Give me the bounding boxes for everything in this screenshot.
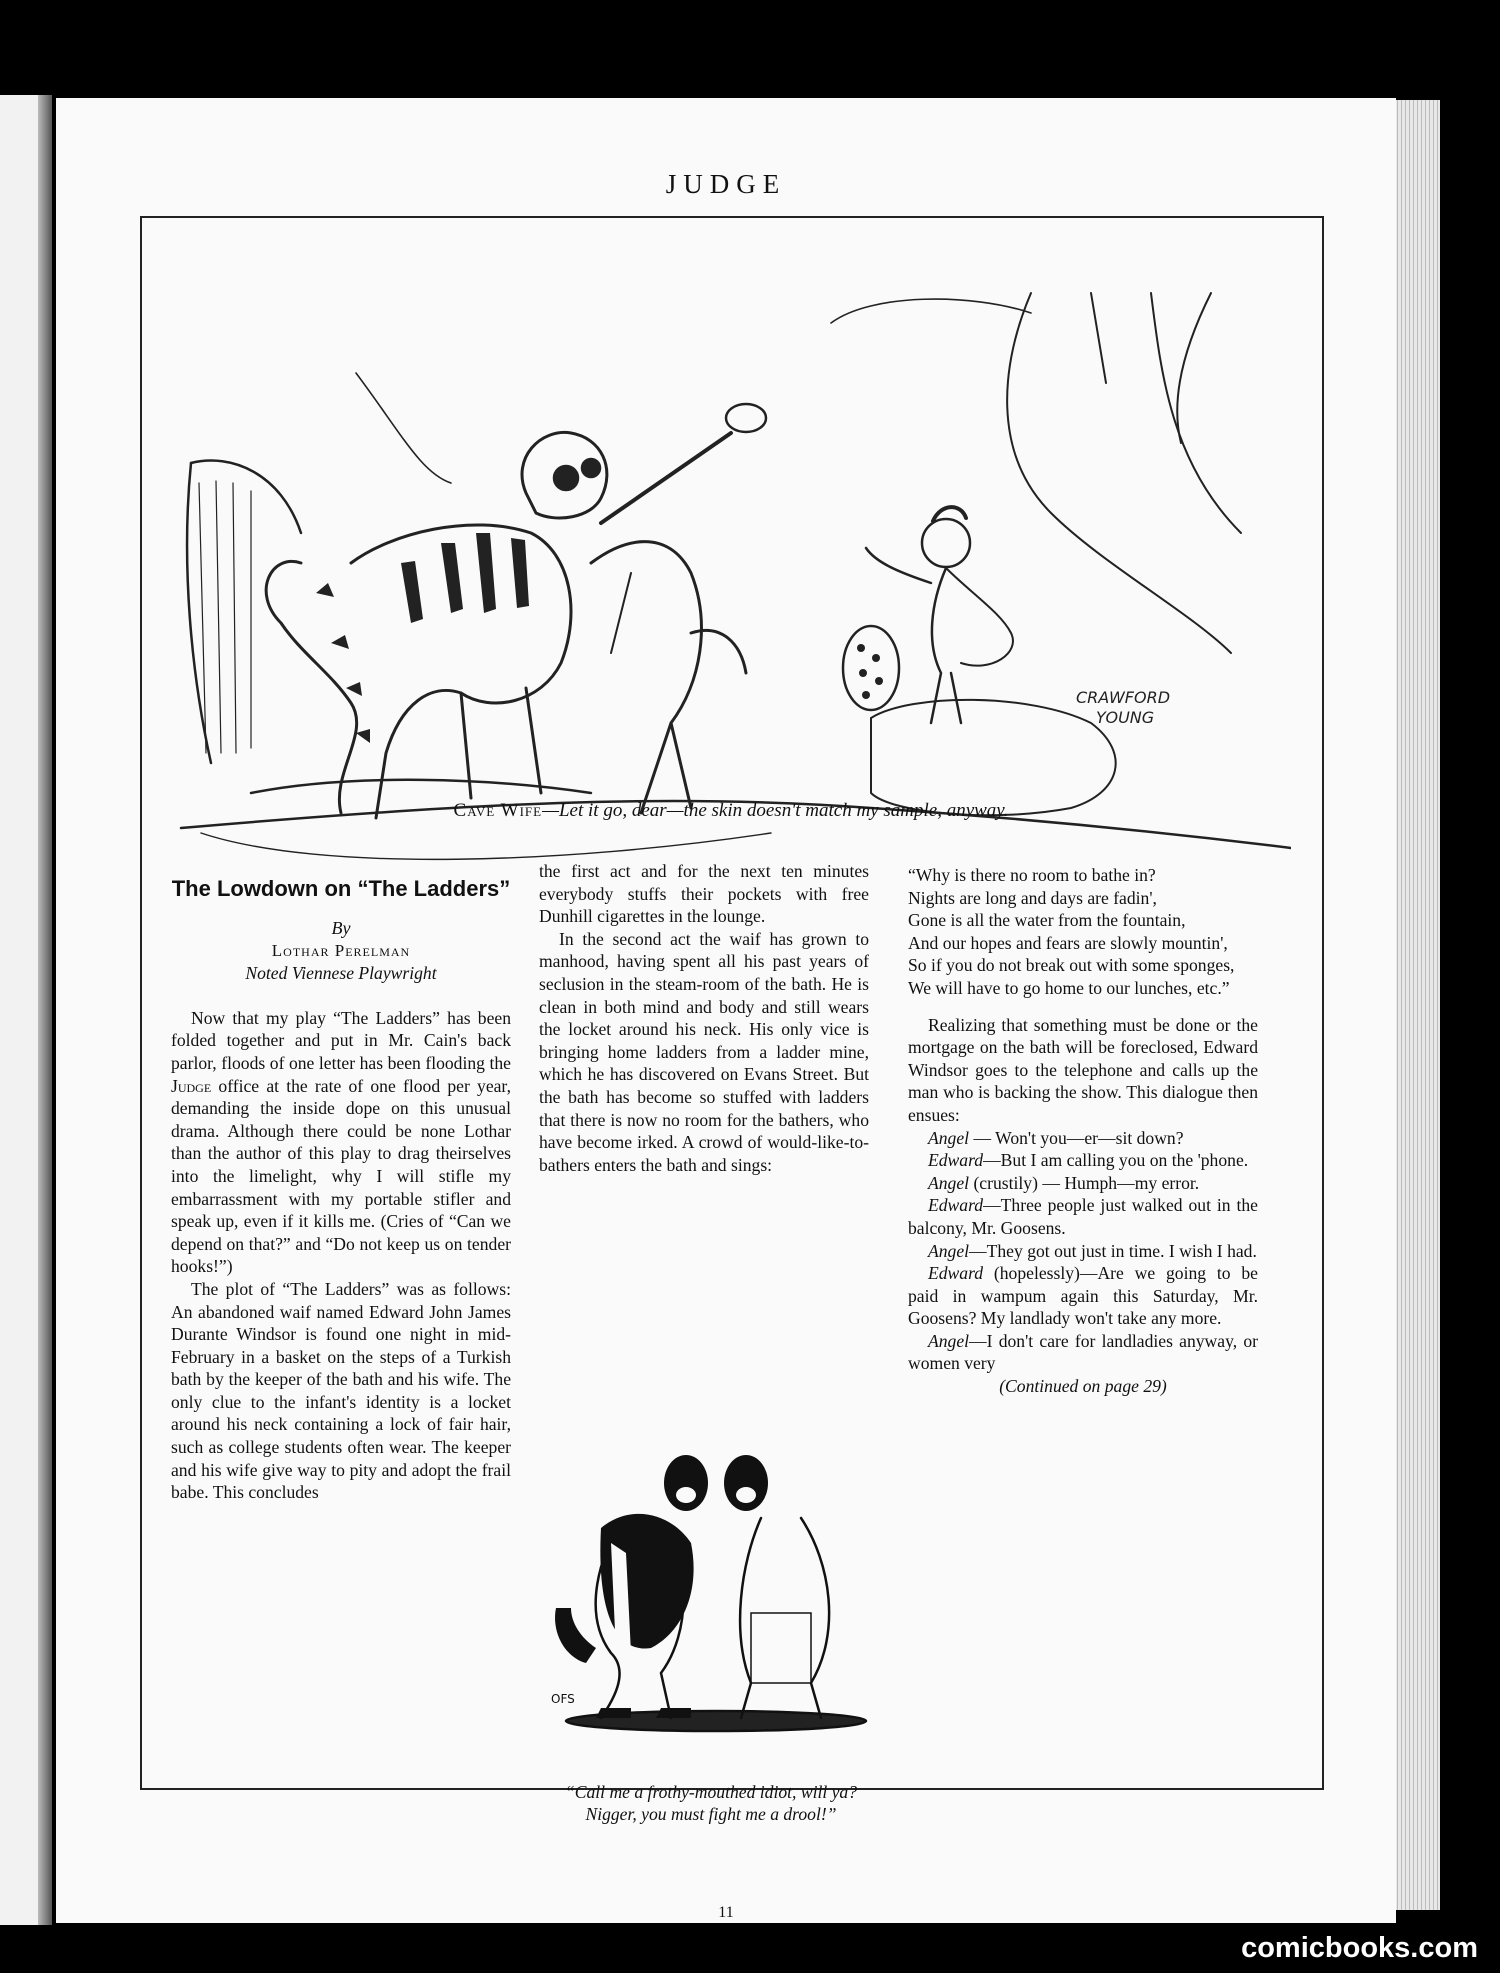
dialogue-line-6: Edward (hopelessly)—Are we going to be paid in wampum again this Saturday, Mr. Goosens? My landlady won't take any more. (908, 1263, 1258, 1329)
cave-wife-cartoon (171, 233, 1291, 893)
caption-line: —Let it go, dear—the skin doesn't match my sample, anyway. (542, 800, 1009, 821)
article-column-2 (539, 860, 869, 1176)
paragraph-5: Realizing that something must be done or the mortgage on the bath will be foreclosed, Edward Windsor goes to the telephone and calls up the man who is backing the show. This dialogue then ensues: (908, 1014, 1258, 1125)
byline-author-note: Noted Viennese Playwright (245, 963, 437, 984)
caption-speaker: Cave Wife (453, 800, 543, 821)
dialogue-line-1: Angel — Won't you—er—sit down? (928, 1127, 1184, 1148)
verse-line-1: “Why is there no room to bathe in? (908, 865, 1156, 885)
magazine-page (56, 98, 1396, 1923)
sketch-initials: OFS (551, 1692, 575, 1706)
paragraph-4: In the second act the waif has grown to manhood, having spent all his past years of seclusion in the steam-room of the bath. He is clean in both mind and body and still wears the locket around his neck. His only vice is bringing home ladders from a ladder mine, which he has discovered on Evans Street. But the bath has become so stuffed with ladders that there is now no room for the bathers, who have become irked. A crowd of would-like-to-bathers enters the bath and sings: (539, 928, 869, 1175)
verse-line-2: Nights are long and days are fadin', (908, 887, 1157, 908)
page-number: 11 (718, 1904, 734, 1921)
continued-note: (Continued on page 29) (999, 1376, 1167, 1397)
left-page-edge (0, 95, 52, 1925)
dialogue-line-3: Angel (crustily) — Humph—my error. (928, 1172, 1200, 1193)
paragraph-3: the first act and for the next ten minutes everybody stuffs their pockets with free Dunhill cigarettes in the lounge. (539, 861, 869, 927)
verse-line-6: We will have to go home to our lunches, etc.” (908, 977, 1230, 998)
dialogue-line-7: Angel—I don't care for landladies anyway, or women very (908, 1330, 1258, 1374)
article-title: The Lowdown on “The Ladders” (171, 876, 511, 901)
dialogue-line-5: Angel—They got out just in time. I wish I had. (928, 1240, 1257, 1261)
paragraph-1: Now that my play “The Ladders” has been folded together and put in Mr. Cain's back parlor, floods of one letter has been flooding the Judge office at the rate of one flood per year, demanding the inside dope on this unusual drama. Although there could be none Lothar than the author of this play to drag theirselves into the limelight, why I will stifle my embarrassment with my portable stifler and speak up, even if it kills me. (Cries of “Can we depend on that?” and “Do not keep us on tender hooks!”) (171, 1007, 511, 1277)
byline-author: Lothar Perelman (271, 940, 411, 960)
article-column-1 (171, 875, 511, 1504)
dialogue-line-4: Edward—Three people just walked out in the balcony, Mr. Goosens. (908, 1195, 1258, 1238)
page-stack-edge (1390, 100, 1440, 1910)
byline-by: By (331, 918, 351, 938)
verse-line-4: And our hopes and fears are slowly mountin', (908, 932, 1228, 953)
article-column-3 (908, 864, 1258, 1398)
dialogue-line-2: Edward—But I am calling you on the 'phone. (928, 1150, 1249, 1171)
judge-mention: Judge (171, 1075, 212, 1096)
signature-crawford: CRAWFORD (1076, 688, 1171, 707)
paragraph-2: The plot of “The Ladders” was as follows: An abandoned waif named Edward John James Durante Windsor is found one night in mid-February in a basket on the steps of a Turkish bath by the keeper of the bath and his wife. The only clue to the infant's identity is a locket around his neck containing a lock of fair hair, such as college students often wear. The keeper and his wife give way to pity and adopt the frail babe. This concludes (171, 1278, 511, 1503)
magazine-title: JUDGE (665, 169, 787, 199)
cartoon-caption (156, 800, 1306, 822)
site-watermark: comicbooks.com (1241, 1932, 1478, 1964)
verse-line-3: Gone is all the water from the fountain, (908, 910, 1186, 931)
signature-young: YOUNG (1096, 708, 1155, 727)
verse-line-5: So if you do not break out with some sponges, (908, 955, 1235, 976)
sketch-caption: “Call me a frothy-mouthed idiot, will ya? Nigger, you must fight me a drool!” (564, 1782, 858, 1824)
two-figures-sketch (541, 1433, 891, 1738)
